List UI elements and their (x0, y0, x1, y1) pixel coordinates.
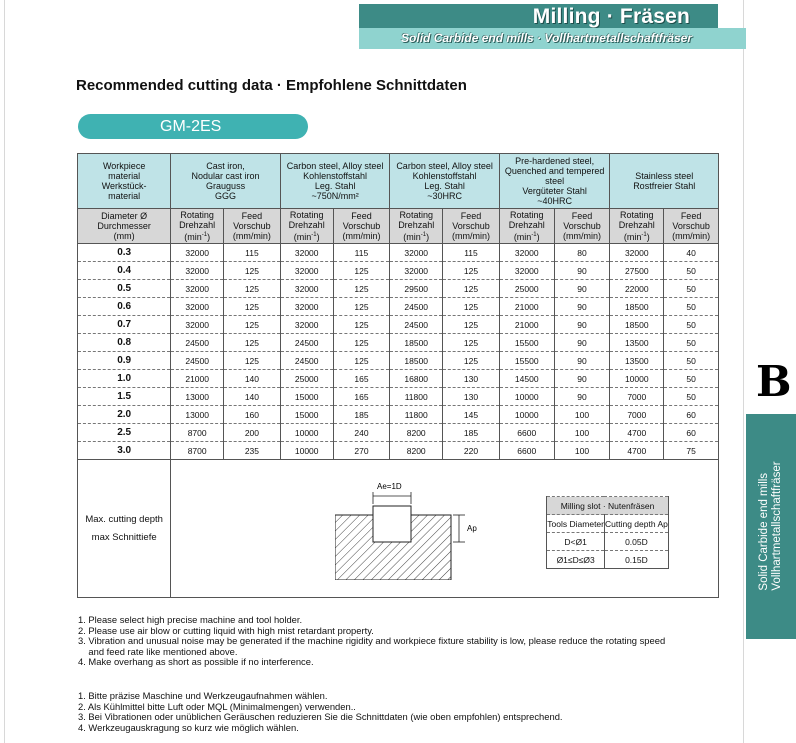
feed-rate-cell: 125 (443, 298, 500, 316)
diameter-cell: 1.5 (78, 388, 171, 406)
rotating-speed-header: Rotating Drehzahl $(\min^{-1})$ (171, 209, 224, 244)
rotating-speed-cell: 8200 (390, 424, 443, 442)
feed-rate-cell: 90 (554, 388, 610, 406)
feed-rate-cell: 50 (664, 352, 719, 370)
feed-rate-cell: 140 (224, 388, 281, 406)
feed-rate-cell: 50 (664, 262, 719, 280)
feed-rate-cell: 100 (554, 406, 610, 424)
material-stainless-steel: Stainless steel Rostfreier Stahl (610, 154, 719, 209)
cutting-depth-area (171, 460, 719, 598)
note-item: 3. Vibration and unusual noise may be generated if the machine rigidity and workpiece fixture stability is low, please reduce the rotating speed (78, 635, 666, 647)
feed-rate-cell: 90 (554, 370, 610, 388)
rotating-speed-cell: 32000 (171, 262, 224, 280)
rotating-speed-cell: 13000 (171, 406, 224, 424)
header-subtitle-bar (359, 28, 746, 49)
feed-rate-cell: 90 (554, 316, 610, 334)
table-row (78, 424, 719, 442)
diameter-cell: 0.5 (78, 280, 171, 298)
diameter-cell: 0.7 (78, 316, 171, 334)
feed-rate-cell: 185 (443, 424, 500, 442)
ae-label: Ae=1D (377, 482, 402, 491)
feed-rate-cell: 140 (224, 370, 281, 388)
feed-rate-cell: 125 (333, 262, 390, 280)
feed-rate-cell: 160 (224, 406, 281, 424)
rotating-speed-cell: 16800 (390, 370, 443, 388)
feed-rate-cell: 100 (554, 442, 610, 460)
rotating-speed-cell: 27500 (610, 262, 664, 280)
feed-rate-header: Feed Vorschub (mm/min) (443, 209, 500, 244)
rotating-speed-cell: 24500 (390, 298, 443, 316)
note-item: and feed rate like mentioned above. (78, 645, 238, 657)
rotating-speed-cell: 25000 (280, 370, 333, 388)
rotating-speed-cell: 24500 (171, 352, 224, 370)
note-item: 1. Please select high precise machine and tool holder. (78, 614, 303, 625)
feed-rate-cell: 90 (554, 334, 610, 352)
rotating-speed-cell: 24500 (280, 352, 333, 370)
feed-rate-cell: 130 (443, 388, 500, 406)
feed-rate-cell: 200 (224, 424, 281, 442)
diameter-cell: 1.0 (78, 370, 171, 388)
feed-rate-cell: 145 (443, 406, 500, 424)
diameter-cell: 2.5 (78, 424, 171, 442)
table-row (78, 406, 719, 424)
feed-rate-cell: 50 (664, 388, 719, 406)
material-carbon-steel-30hrc: Carbon steel, Alloy steel Kohlenstoffstahl Leg. Stahl ~30HRC (390, 154, 500, 209)
table-row (78, 316, 719, 334)
rotating-speed-cell: 10000 (499, 406, 554, 424)
rotating-speed-header: Rotating Drehzahl $(\min^{-1})$ (280, 209, 333, 244)
table-row (78, 298, 719, 316)
rotating-speed-cell: 14500 (499, 370, 554, 388)
rotating-speed-cell: 29500 (390, 280, 443, 298)
feed-rate-cell: 90 (554, 262, 610, 280)
rotating-speed-cell: 10000 (499, 388, 554, 406)
rotating-speed-cell: 18500 (390, 334, 443, 352)
note-item: 2. Als Kühlmittel bitte Luft oder MQL (Minimalmengen) verwenden.. (78, 700, 356, 712)
rotating-speed-cell: 15000 (280, 388, 333, 406)
header-subtitle: Solid Carbide end mills · Vollhartmetallschaftfräser (401, 31, 692, 45)
feed-rate-cell: 220 (443, 442, 500, 460)
rotating-speed-header: Rotating Drehzahl $(\min^{-1})$ (610, 209, 664, 244)
diameter-cell: 0.9 (78, 352, 171, 370)
rotating-speed-cell: 32000 (610, 244, 664, 262)
feed-rate-cell: 60 (664, 406, 719, 424)
material-prehardened-steel: Pre-hardened steel, Quenched and tempered steel Vergüteter Stahl ~40HRC (499, 154, 610, 209)
feed-rate-cell: 125 (333, 352, 390, 370)
feed-rate-header: Feed Vorschub (mm/min) (224, 209, 281, 244)
header-title: Milling · Fräsen (532, 5, 690, 28)
feed-rate-cell: 125 (443, 334, 500, 352)
cutting-data-table (77, 153, 719, 598)
slot-milling-diagram (335, 480, 485, 580)
rotating-speed-cell: 32000 (280, 244, 333, 262)
feed-rate-header: Feed Vorschub (mm/min) (333, 209, 390, 244)
feed-rate-cell: 50 (664, 298, 719, 316)
rotating-speed-cell: 15000 (280, 406, 333, 424)
rotating-speed-cell: 32000 (171, 280, 224, 298)
feed-rate-cell: 125 (333, 298, 390, 316)
feed-rate-cell: 125 (333, 334, 390, 352)
side-section-tab[interactable] (746, 414, 796, 639)
rotating-speed-cell: 13500 (610, 352, 664, 370)
slot-row-depth: 0.15D (604, 551, 668, 569)
diameter-cell: 0.4 (78, 262, 171, 280)
feed-rate-cell: 50 (664, 280, 719, 298)
rotating-speed-cell: 32000 (280, 280, 333, 298)
rotating-speed-cell: 21000 (171, 370, 224, 388)
rotating-speed-cell: 18500 (610, 298, 664, 316)
table-row (78, 352, 719, 370)
feed-rate-cell: 125 (443, 352, 500, 370)
feed-rate-cell: 100 (554, 424, 610, 442)
feed-rate-cell: 125 (443, 262, 500, 280)
slot-row-diameter: Ø1≤D≤Ø3 (547, 551, 605, 569)
feed-rate-header: Feed Vorschub (mm/min) (554, 209, 610, 244)
rotating-speed-cell: 8700 (171, 442, 224, 460)
feed-rate-cell: 90 (554, 298, 610, 316)
feed-rate-cell: 125 (443, 280, 500, 298)
rotating-speed-cell: 32000 (390, 262, 443, 280)
rotating-speed-cell: 11800 (390, 406, 443, 424)
slot-row-depth: 0.05D (604, 533, 668, 551)
note-item: 3. Bei Vibrationen oder unüblichen Geräuschen reduzieren Sie die Schnittdaten (wie oben empfohlen) entsprechend. (78, 711, 563, 723)
rotating-speed-cell: 32000 (280, 316, 333, 334)
note-item: 4. Make overhang as short as possible if no interference. (78, 656, 314, 668)
rotating-speed-cell: 24500 (280, 334, 333, 352)
rotating-speed-cell: 32000 (171, 298, 224, 316)
feed-rate-cell: 115 (333, 244, 390, 262)
rotating-speed-cell: 25000 (499, 280, 554, 298)
rotating-speed-cell: 32000 (499, 244, 554, 262)
rotating-speed-cell: 32000 (171, 244, 224, 262)
feed-rate-cell: 125 (224, 352, 281, 370)
rotating-speed-cell: 7000 (610, 406, 664, 424)
slot-row-diameter: D<Ø1 (547, 533, 605, 551)
table-row (78, 442, 719, 460)
notes-english (78, 615, 728, 668)
feed-rate-cell: 125 (333, 316, 390, 334)
feed-rate-cell: 235 (224, 442, 281, 460)
rotating-speed-cell: 18500 (390, 352, 443, 370)
feed-rate-cell: 130 (443, 370, 500, 388)
rotating-speed-cell: 15500 (499, 352, 554, 370)
feed-rate-cell: 125 (224, 262, 281, 280)
feed-rate-cell: 125 (224, 298, 281, 316)
feed-rate-cell: 60 (664, 424, 719, 442)
feed-rate-cell: 165 (333, 370, 390, 388)
rotating-speed-cell: 24500 (390, 316, 443, 334)
header-title-bar (359, 4, 718, 28)
table-row (78, 280, 719, 298)
slot-col-diameter: Tools Diameter (547, 515, 605, 533)
rotating-speed-cell: 32000 (280, 262, 333, 280)
rotating-speed-cell: 22000 (610, 280, 664, 298)
feed-rate-cell: 165 (333, 388, 390, 406)
diameter-cell: 0.3 (78, 244, 171, 262)
feed-rate-cell: 90 (554, 280, 610, 298)
feed-rate-cell: 125 (224, 280, 281, 298)
rotating-speed-cell: 32000 (390, 244, 443, 262)
note-item: 4. Werkzeugauskragung so kurz wie möglich wählen. (78, 721, 299, 733)
table-row (78, 388, 719, 406)
max-cutting-depth-label: Max. cutting depth max Schnittiefe (78, 460, 171, 598)
feed-rate-cell: 270 (333, 442, 390, 460)
feed-rate-cell: 185 (333, 406, 390, 424)
note-item: 1. Bitte präzise Maschine und Werkzeugaufnahmen wählen. (78, 690, 328, 701)
material-header: Workpiece material Werkstück- material (78, 154, 171, 209)
diameter-cell: 3.0 (78, 442, 171, 460)
feed-rate-cell: 125 (224, 316, 281, 334)
rotating-speed-cell: 32000 (499, 262, 554, 280)
feed-rate-cell: 125 (333, 280, 390, 298)
rotating-speed-cell: 24500 (171, 334, 224, 352)
rotating-speed-cell: 4700 (610, 424, 664, 442)
rotating-speed-cell: 32000 (280, 298, 333, 316)
feed-rate-cell: 125 (443, 316, 500, 334)
feed-rate-cell: 50 (664, 370, 719, 388)
feed-rate-cell: 90 (554, 352, 610, 370)
milling-slot-table (546, 496, 669, 569)
feed-rate-cell: 125 (224, 334, 281, 352)
section-letter-tab[interactable]: B (756, 357, 792, 406)
section-title: Recommended cutting data · Empfohlene Schnittdaten (76, 77, 467, 94)
rotating-speed-cell: 8700 (171, 424, 224, 442)
diameter-header: Diameter Ø Durchmesser (mm) (78, 209, 171, 244)
rotating-speed-cell: 10000 (280, 442, 333, 460)
rotating-speed-header: Rotating Drehzahl $(\min^{-1})$ (390, 209, 443, 244)
product-code-badge: GM-2ES (78, 114, 308, 139)
rotating-speed-cell: 4700 (610, 442, 664, 460)
rotating-speed-cell: 10000 (610, 370, 664, 388)
rotating-speed-cell: 6600 (499, 424, 554, 442)
rotating-speed-cell: 18500 (610, 316, 664, 334)
notes-german (78, 691, 728, 733)
feed-rate-cell: 115 (443, 244, 500, 262)
rotating-speed-cell: 8200 (390, 442, 443, 460)
slot-table-title: Milling slot · Nutenfräsen (547, 497, 669, 515)
rotating-speed-cell: 11800 (390, 388, 443, 406)
side-tab-label: Solid Carbide end mills Vollhartmetallschaftfräser (758, 461, 783, 591)
feed-rate-cell: 240 (333, 424, 390, 442)
table-row (78, 244, 719, 262)
diameter-cell: 0.8 (78, 334, 171, 352)
feed-rate-header: Feed Vorschub (mm/min) (664, 209, 719, 244)
diameter-cell: 2.0 (78, 406, 171, 424)
material-cast-iron: Cast iron, Nodular cast iron Grauguss GGG (171, 154, 281, 209)
feed-rate-cell: 115 (224, 244, 281, 262)
rotating-speed-cell: 6600 (499, 442, 554, 460)
rotating-speed-cell: 13000 (171, 388, 224, 406)
feed-rate-cell: 80 (554, 244, 610, 262)
feed-rate-cell: 40 (664, 244, 719, 262)
material-carbon-steel-750: Carbon steel, Alloy steel Kohlenstoffstahl Leg. Stahl ~750N/mm² (280, 154, 390, 209)
slot-col-depth: Cutting depth Ap (604, 515, 668, 533)
rotating-speed-cell: 21000 (499, 316, 554, 334)
rotating-speed-cell: 13500 (610, 334, 664, 352)
table-row (78, 334, 719, 352)
feed-rate-cell: 50 (664, 316, 719, 334)
table-row (78, 262, 719, 280)
diameter-cell: 0.6 (78, 298, 171, 316)
feed-rate-cell: 75 (664, 442, 719, 460)
rotating-speed-header: Rotating Drehzahl $(\min^{-1})$ (499, 209, 554, 244)
table-row (78, 370, 719, 388)
feed-rate-cell: 50 (664, 334, 719, 352)
rotating-speed-cell: 15500 (499, 334, 554, 352)
rotating-speed-cell: 10000 (280, 424, 333, 442)
note-item: 2. Please use air blow or cutting liquid with high mist retardant property. (78, 624, 374, 636)
rotating-speed-cell: 21000 (499, 298, 554, 316)
ap-label: Ap (467, 524, 478, 533)
rotating-speed-cell: 32000 (171, 316, 224, 334)
rotating-speed-cell: 7000 (610, 388, 664, 406)
